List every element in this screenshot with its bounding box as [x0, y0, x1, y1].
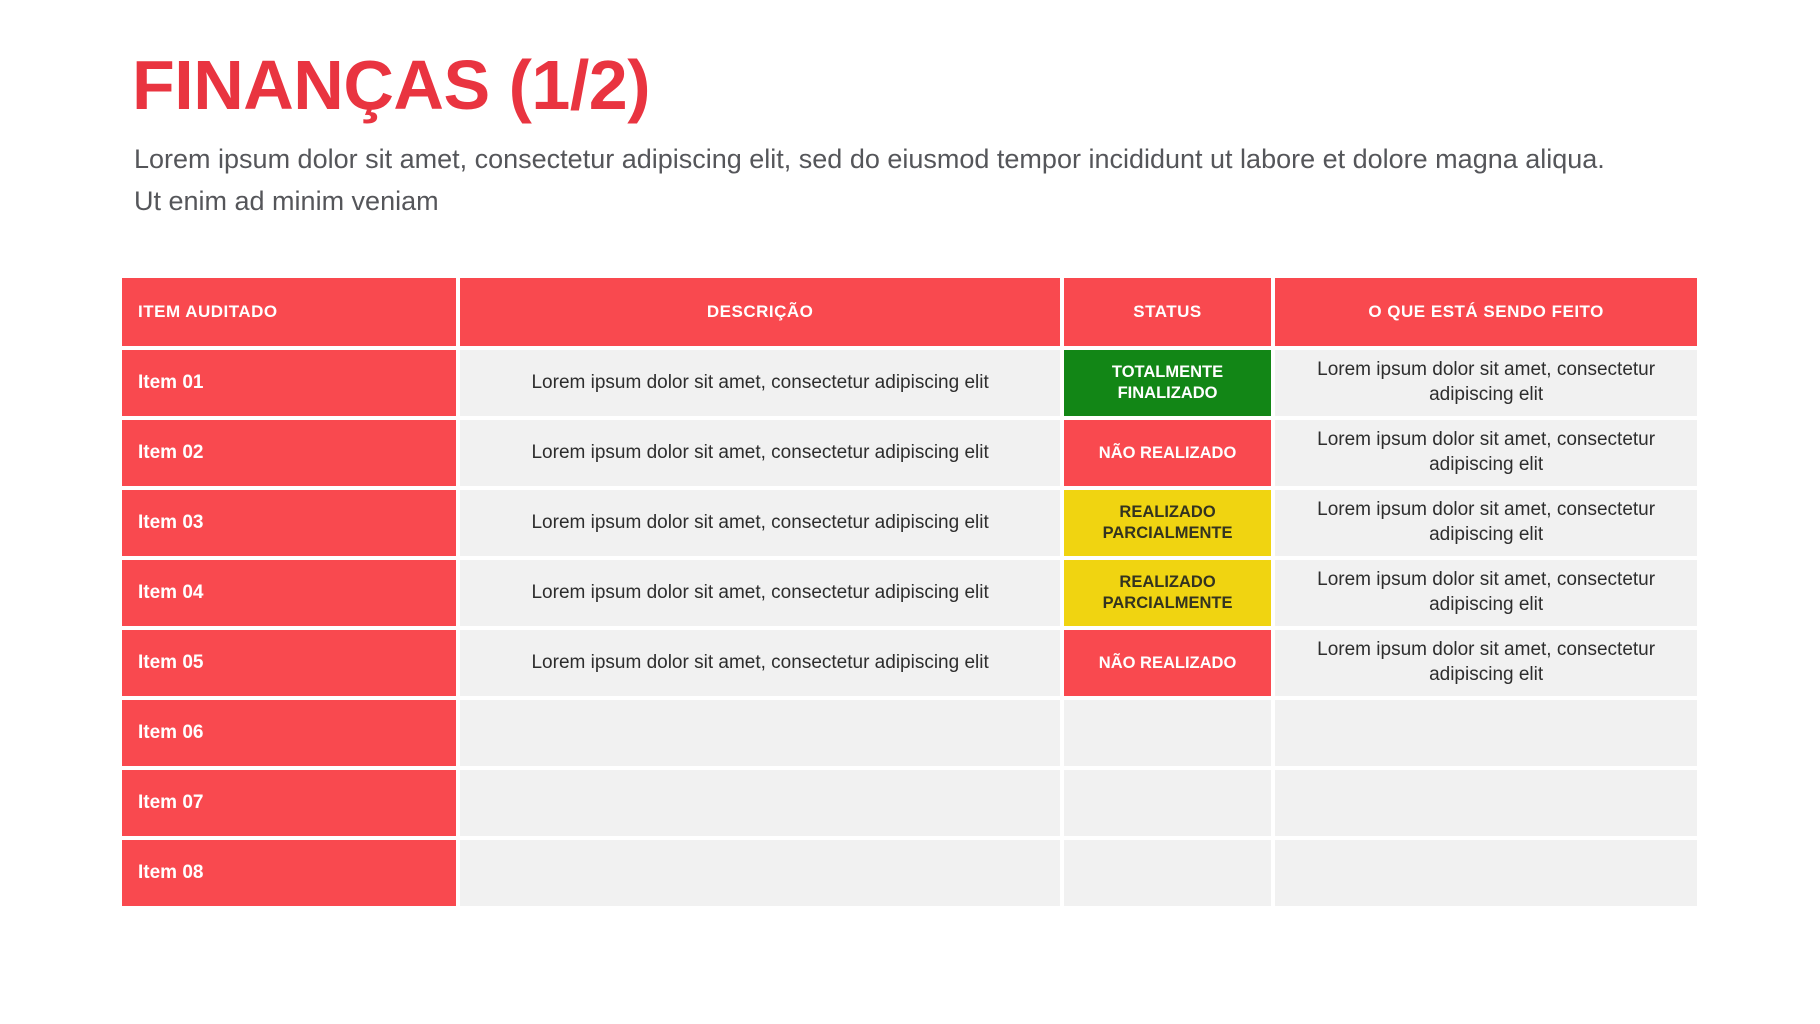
description-cell: Lorem ipsum dolor sit amet, consectetur adipiscing elit [460, 560, 1059, 626]
column-header-o-que-esta-sendo-feito: O QUE ESTÁ SENDO FEITO [1275, 278, 1697, 346]
status-badge: NÃO REALIZADO [1064, 630, 1271, 696]
status-badge [1064, 840, 1271, 906]
description-cell [460, 700, 1059, 766]
status-badge: REALIZADO PARCIALMENTE [1064, 560, 1271, 626]
action-cell [1275, 700, 1697, 766]
audit-table [122, 278, 1697, 906]
status-badge: TOTALMENTE FINALIZADO [1064, 350, 1271, 416]
description-cell: Lorem ipsum dolor sit amet, consectetur adipiscing elit [460, 630, 1059, 696]
status-badge [1064, 770, 1271, 836]
item-cell: Item 08 [122, 840, 456, 906]
action-cell: Lorem ipsum dolor sit amet, consectetur adipiscing elit [1275, 630, 1697, 696]
action-cell [1275, 840, 1697, 906]
page-title: FINANÇAS (1/2) [132, 46, 651, 124]
item-cell: Item 01 [122, 350, 456, 416]
status-badge: NÃO REALIZADO [1064, 420, 1271, 486]
status-badge: REALIZADO PARCIALMENTE [1064, 490, 1271, 556]
description-cell [460, 840, 1059, 906]
description-cell: Lorem ipsum dolor sit amet, consectetur adipiscing elit [460, 490, 1059, 556]
description-cell: Lorem ipsum dolor sit amet, consectetur adipiscing elit [460, 350, 1059, 416]
description-cell: Lorem ipsum dolor sit amet, consectetur adipiscing elit [460, 420, 1059, 486]
action-cell: Lorem ipsum dolor sit amet, consectetur adipiscing elit [1275, 560, 1697, 626]
column-header-status: STATUS [1064, 278, 1271, 346]
status-badge [1064, 700, 1271, 766]
action-cell: Lorem ipsum dolor sit amet, consectetur adipiscing elit [1275, 490, 1697, 556]
action-cell: Lorem ipsum dolor sit amet, consectetur adipiscing elit [1275, 420, 1697, 486]
column-header-descricao: DESCRIÇÃO [460, 278, 1059, 346]
item-cell: Item 04 [122, 560, 456, 626]
action-cell: Lorem ipsum dolor sit amet, consectetur adipiscing elit [1275, 350, 1697, 416]
description-cell [460, 770, 1059, 836]
item-cell: Item 03 [122, 490, 456, 556]
heading-block [132, 48, 1634, 222]
column-header-item-auditado: ITEM AUDITADO [122, 278, 456, 346]
item-cell: Item 06 [122, 700, 456, 766]
item-cell: Item 05 [122, 630, 456, 696]
page-subtitle: Lorem ipsum dolor sit amet, consectetur adipiscing elit, sed do eiusmod tempor incididunt ut labore et dolore magna aliqua. Ut enim ad minim veniam [134, 143, 1605, 216]
action-cell [1275, 770, 1697, 836]
item-cell: Item 07 [122, 770, 456, 836]
item-cell: Item 02 [122, 420, 456, 486]
